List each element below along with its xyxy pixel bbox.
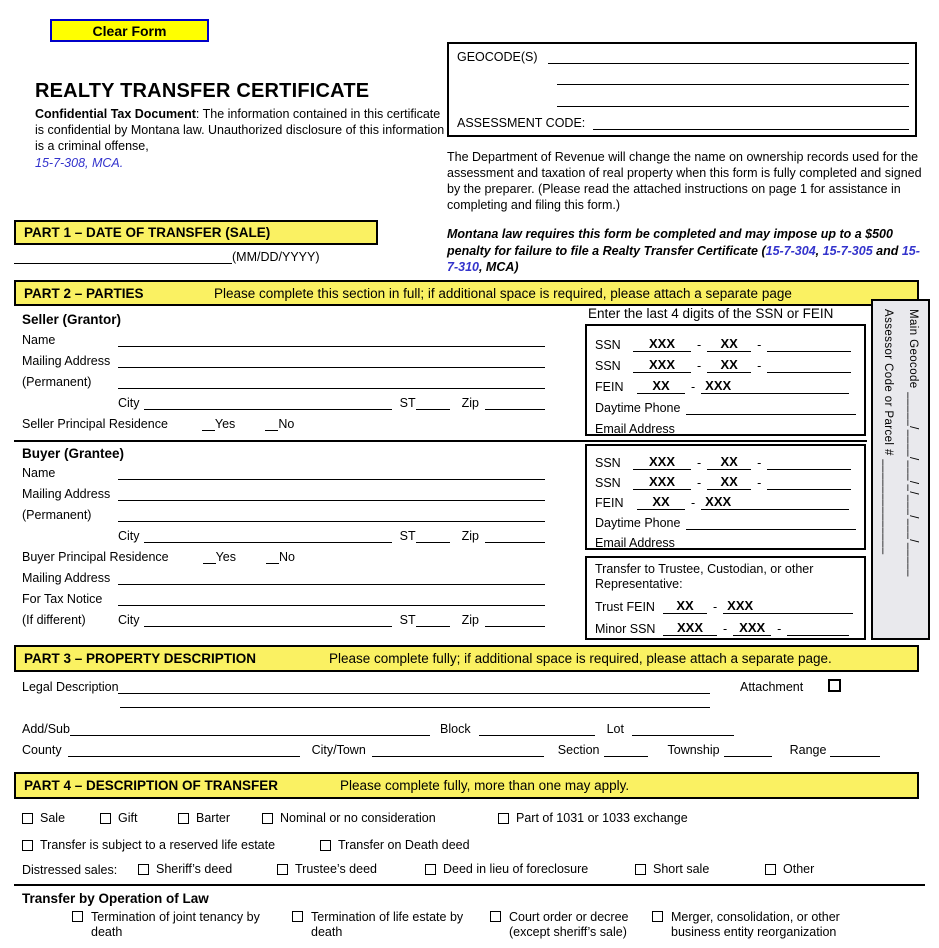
trust-fein-seg1[interactable]: XX xyxy=(663,598,707,614)
joint-tenancy-checkbox[interactable] xyxy=(72,911,83,922)
township-field[interactable] xyxy=(724,744,772,757)
buyer-residence-label: Buyer Principal Residence xyxy=(22,550,169,564)
seller-fein-seg1[interactable]: XX xyxy=(637,378,685,394)
sale-label: Sale xyxy=(40,811,66,825)
seller-phone-field[interactable] xyxy=(686,402,856,415)
section-label: Section xyxy=(557,743,600,757)
seller-residence-no-field[interactable] xyxy=(265,418,278,431)
seller-zip-label: Zip xyxy=(461,396,479,410)
buyer-taxnotice-mailing-field[interactable] xyxy=(118,572,545,585)
county-field[interactable] xyxy=(68,744,300,757)
seller-ssn1-seg3[interactable] xyxy=(767,336,851,352)
seller-ssn1-label: SSN xyxy=(595,338,621,352)
assessment-code-label: ASSESSMENT CODE: xyxy=(457,116,586,130)
range-label: Range xyxy=(789,743,827,757)
assessment-code-line[interactable] xyxy=(593,117,909,130)
seller-mailing-label: Mailing Address xyxy=(22,354,111,368)
buyer-taxnotice-city-field[interactable] xyxy=(144,614,392,627)
buyer-ssn2-seg1[interactable]: XXX xyxy=(633,474,691,490)
minor-ssn-label: Minor SSN xyxy=(595,622,656,636)
buyer-st-label: ST xyxy=(399,529,416,543)
section-field[interactable] xyxy=(604,744,648,757)
buyer-taxnotice-zip-field[interactable] xyxy=(485,614,545,627)
other-distressed-label: Other xyxy=(783,862,815,876)
seller-ssn-box: SSN XXX - XX - SSN XXX - XX - FEIN XX - XXX Daytime Phone Email Address xyxy=(585,324,866,436)
page-title: REALTY TRANSFER CERTIFICATE xyxy=(35,80,370,102)
buyer-taxnotice-st-label: ST xyxy=(399,613,416,627)
court-order-checkbox[interactable] xyxy=(490,911,501,922)
seller-buyer-divider xyxy=(14,440,867,442)
buyer-ssn1-seg2[interactable]: XX xyxy=(707,454,751,470)
minor-ssn-seg2[interactable]: XXX xyxy=(733,620,771,636)
main-geocode-vertical-label[interactable]: Main Geocode _____/____/___/_/___/___/_____ xyxy=(907,309,919,577)
buyer-ssn2-seg3[interactable] xyxy=(767,474,851,490)
buyer-fein-label: FEIN xyxy=(595,496,624,510)
seller-city-label: City xyxy=(118,396,140,410)
gift-label: Gift xyxy=(118,811,138,825)
township-label: Township xyxy=(667,743,720,757)
addsub-label: Add/Sub xyxy=(22,722,70,736)
seller-name-label: Name xyxy=(22,333,56,347)
part3-header xyxy=(14,645,919,672)
date-format-hint: (MM/DD/YYYY) xyxy=(232,250,320,264)
seller-mailing-field-2[interactable] xyxy=(118,376,545,389)
seller-residence-yes-label: Yes xyxy=(214,417,236,431)
trustee-heading: Transfer to Trustee, Custodian, or other Representative: xyxy=(595,562,814,591)
seller-mailing-field[interactable] xyxy=(118,355,545,368)
seller-email-field[interactable] xyxy=(681,423,856,436)
county-label: County xyxy=(22,743,62,757)
court-order-label: Court order or decree (except sheriff’s sale) xyxy=(509,910,629,939)
seller-residence-yes-field[interactable] xyxy=(202,418,215,431)
buyer-zip-field[interactable] xyxy=(485,530,545,543)
buyer-residence-yes-label: Yes xyxy=(215,550,237,564)
dor-paragraph: The Department of Revenue will change the name on ownership records used for the assessment and taxation of real property when this form is fully completed and signed by the preparer. (Please read the attached instructions on page 1 for assistance in completing and filing this form.) xyxy=(447,150,922,212)
seller-st-field[interactable] xyxy=(416,397,450,410)
buyer-city-label: City xyxy=(118,529,140,543)
exchange-1031-checkbox[interactable] xyxy=(498,813,509,824)
deed-in-lieu-checkbox[interactable] xyxy=(425,864,436,875)
buyer-name-label: Name xyxy=(22,466,56,480)
buyer-taxnotice-city-label: City xyxy=(118,613,140,627)
minor-ssn-seg3[interactable] xyxy=(787,620,849,636)
buyer-ssn2-seg2[interactable]: XX xyxy=(707,474,751,490)
geocode-box xyxy=(447,42,917,137)
citytown-label: City/Town xyxy=(311,743,366,757)
seller-ssn2-seg2[interactable]: XX xyxy=(707,357,751,373)
trustees-deed-checkbox[interactable] xyxy=(277,864,288,875)
statute-link-15-7-308[interactable]: 15-7-308, MCA. xyxy=(35,156,124,170)
seller-ssn2-seg3[interactable] xyxy=(767,357,851,373)
transfer-on-death-checkbox[interactable] xyxy=(320,840,331,851)
buyer-city-field[interactable] xyxy=(144,530,392,543)
legal-description-field-2[interactable] xyxy=(120,695,710,708)
buyer-email-field[interactable] xyxy=(681,537,856,550)
minor-ssn-seg1[interactable]: XXX xyxy=(663,620,717,636)
seller-fein-seg2[interactable]: XXX xyxy=(701,378,849,394)
seller-residence-label: Seller Principal Residence xyxy=(22,417,168,431)
date-of-transfer-row xyxy=(14,250,344,264)
buyer-taxnotice-zip-label: Zip xyxy=(461,613,479,627)
buyer-residence-yes-field[interactable] xyxy=(203,551,216,564)
seller-ssn2-label: SSN xyxy=(595,359,621,373)
confidential-lead: Confidential Tax Document xyxy=(35,107,196,121)
short-sale-checkbox[interactable] xyxy=(635,864,646,875)
buyer-heading: Buyer (Grantee) xyxy=(22,446,125,461)
seller-residence-no-label: No xyxy=(278,417,295,431)
statute-link-15-7-305[interactable]: 15-7-305 xyxy=(822,243,873,258)
assessor-code-vertical-label[interactable]: Assessor Code or Parcel # ______________ xyxy=(882,309,894,555)
seller-email-label: Email Address xyxy=(595,422,675,436)
reserved-life-estate-label: Transfer is subject to a reserved life estate xyxy=(40,838,276,852)
addsub-field[interactable] xyxy=(70,723,430,736)
range-field[interactable] xyxy=(830,744,880,757)
buyer-mailing-field-2[interactable] xyxy=(118,509,545,522)
buyer-mailing-label: Mailing Address xyxy=(22,487,111,501)
distressed-sales-label: Distressed sales: xyxy=(22,863,118,877)
seller-st-label: ST xyxy=(399,396,416,410)
buyer-st-field[interactable] xyxy=(416,530,450,543)
operation-of-law-heading: Transfer by Operation of Law xyxy=(22,891,209,906)
geocode-line-3[interactable] xyxy=(557,94,909,107)
joint-tenancy-label: Termination of joint tenancy by death xyxy=(91,910,260,939)
nominal-label: Nominal or no consideration xyxy=(280,811,436,825)
buyer-fortaxnotice-label: For Tax Notice xyxy=(22,592,103,606)
gift-checkbox[interactable] xyxy=(100,813,111,824)
statute-link-15-7-310[interactable]: 15-7-310 xyxy=(447,243,920,274)
geocode-line-2[interactable] xyxy=(557,72,909,85)
seller-ssn1-seg1[interactable]: XXX xyxy=(633,336,691,352)
statute-link-15-7-304[interactable]: 15-7-304 xyxy=(765,243,816,258)
buyer-ssn2-label: SSN xyxy=(595,476,621,490)
block-field[interactable] xyxy=(479,723,595,736)
date-of-transfer-field[interactable] xyxy=(14,251,232,264)
attachment-checkbox[interactable] xyxy=(828,679,841,692)
lot-label: Lot xyxy=(606,722,624,736)
nominal-checkbox[interactable] xyxy=(262,813,273,824)
buyer-fein-seg2[interactable]: XXX xyxy=(701,494,849,510)
geocode-side-strip xyxy=(871,299,930,640)
seller-ssn1-seg2[interactable]: XX xyxy=(707,336,751,352)
buyer-permanent-label: (Permanent) xyxy=(22,508,92,522)
exchange-1031-label: Part of 1031 or 1033 exchange xyxy=(516,811,688,825)
part2-subtitle: Please complete this section in full; if additional space is required, please attach a separate page xyxy=(214,285,792,301)
buyer-zip-label: Zip xyxy=(461,529,479,543)
montana-notice-post: , MCA) xyxy=(478,260,519,274)
buyer-taxnotice-field-2[interactable] xyxy=(118,593,545,606)
short-sale-label: Short sale xyxy=(653,862,710,876)
seller-zip-field[interactable] xyxy=(485,397,545,410)
attachment-label: Attachment xyxy=(740,680,804,694)
confidential-rest: : The information contained in this certificate is confidential by Montana law. Unauthorized disclosure of this information is a criminal offense, xyxy=(35,107,445,153)
merger-label: Merger, consolidation, or other business entity reorganization xyxy=(671,910,840,939)
geocode-label: GEOCODE(S) xyxy=(457,50,538,64)
seller-heading: Seller (Grantor) xyxy=(22,312,122,327)
buyer-taxnotice-st-field[interactable] xyxy=(416,614,450,627)
lot-field[interactable] xyxy=(632,723,734,736)
part1-header xyxy=(14,220,378,245)
block-label: Block xyxy=(440,722,471,736)
part2-title: PART 2 – PARTIES xyxy=(24,285,144,301)
citytown-field[interactable] xyxy=(372,744,544,757)
transfer-on-death-label: Transfer on Death deed xyxy=(338,838,470,852)
seller-name-field[interactable] xyxy=(118,334,545,347)
geocode-line-1[interactable] xyxy=(548,51,909,64)
clear-form-button[interactable]: Clear Form xyxy=(50,19,209,42)
legal-description-label: Legal Description xyxy=(22,680,119,694)
barter-label: Barter xyxy=(196,811,231,825)
life-estate-death-label: Termination of life estate by death xyxy=(311,910,464,939)
buyer-phone-field[interactable] xyxy=(686,517,856,530)
operation-of-law-divider xyxy=(14,884,925,886)
trustees-deed-label: Trustee’s deed xyxy=(295,862,377,876)
buyer-ssn-box: SSN XXX - XX - SSN XXX - XX - FEIN XX - XXX Daytime Phone Email Address xyxy=(585,444,866,550)
sheriffs-deed-checkbox[interactable] xyxy=(138,864,149,875)
buyer-name-field[interactable] xyxy=(118,467,545,480)
buyer-taxnotice-mailing-label: Mailing Address xyxy=(22,571,111,585)
part1-title: PART 1 – DATE OF TRANSFER (SALE) xyxy=(24,225,271,240)
part2-header xyxy=(14,280,919,306)
merger-checkbox[interactable] xyxy=(652,911,663,922)
buyer-ssn1-seg3[interactable] xyxy=(767,454,851,470)
deed-in-lieu-label: Deed in lieu of foreclosure xyxy=(443,862,589,876)
confidential-notice xyxy=(35,106,445,154)
buyer-ssn1-label: SSN xyxy=(595,456,621,470)
other-distressed-checkbox[interactable] xyxy=(765,864,776,875)
buyer-residence-no-label: No xyxy=(279,550,295,564)
seller-ssn2-seg1[interactable]: XXX xyxy=(633,357,691,373)
seller-fein-label: FEIN xyxy=(595,380,624,394)
buyer-mailing-field[interactable] xyxy=(118,488,545,501)
reserved-life-estate-checkbox[interactable] xyxy=(22,840,33,851)
part4-header xyxy=(14,772,919,799)
buyer-residence-no-field[interactable] xyxy=(266,551,279,564)
trust-fein-label: Trust FEIN xyxy=(595,600,655,614)
buyer-ssn1-seg1[interactable]: XXX xyxy=(633,454,691,470)
part3-subtitle: Please complete fully; if additional space is required, please attach a separate page. xyxy=(329,651,832,666)
part3-title: PART 3 – PROPERTY DESCRIPTION xyxy=(24,651,257,666)
part4-subtitle: Please complete fully, more than one may apply. xyxy=(340,778,630,793)
trustee-box: Transfer to Trustee, Custodian, or other Representative: Trust FEIN XX - XXX Minor SSN XXX - XXX - xyxy=(585,556,866,640)
ssn-instruction: Enter the last 4 digits of the SSN or FEIN xyxy=(588,306,834,321)
trust-fein-seg2[interactable]: XXX xyxy=(723,598,853,614)
seller-phone-label: Daytime Phone xyxy=(595,401,681,415)
montana-law-notice: Montana law requires this form be completed and may impose up to a $500 penalty for failure to file a Realty Transfer Certificate (15-7-304, 15-7-305 and 15-7-310, MCA) xyxy=(447,227,920,274)
seller-city-field[interactable] xyxy=(144,397,392,410)
montana-notice-pre: Montana law requires this form be completed and may impose up to a $500 penalty for failure to file a Realty Transfer Certificate ( xyxy=(447,227,893,258)
buyer-email-label: Email Address xyxy=(595,536,675,550)
buyer-fein-seg1[interactable]: XX xyxy=(637,494,685,510)
barter-checkbox[interactable] xyxy=(178,813,189,824)
part4-title: PART 4 – DESCRIPTION OF TRANSFER xyxy=(24,778,279,793)
sheriffs-deed-label: Sheriff’s deed xyxy=(156,862,233,876)
legal-description-field[interactable] xyxy=(118,681,710,694)
buyer-ifdifferent-label: (If different) xyxy=(22,613,86,627)
life-estate-death-checkbox[interactable] xyxy=(292,911,303,922)
sale-checkbox[interactable] xyxy=(22,813,33,824)
buyer-phone-label: Daytime Phone xyxy=(595,516,681,530)
seller-permanent-label: (Permanent) xyxy=(22,375,92,389)
